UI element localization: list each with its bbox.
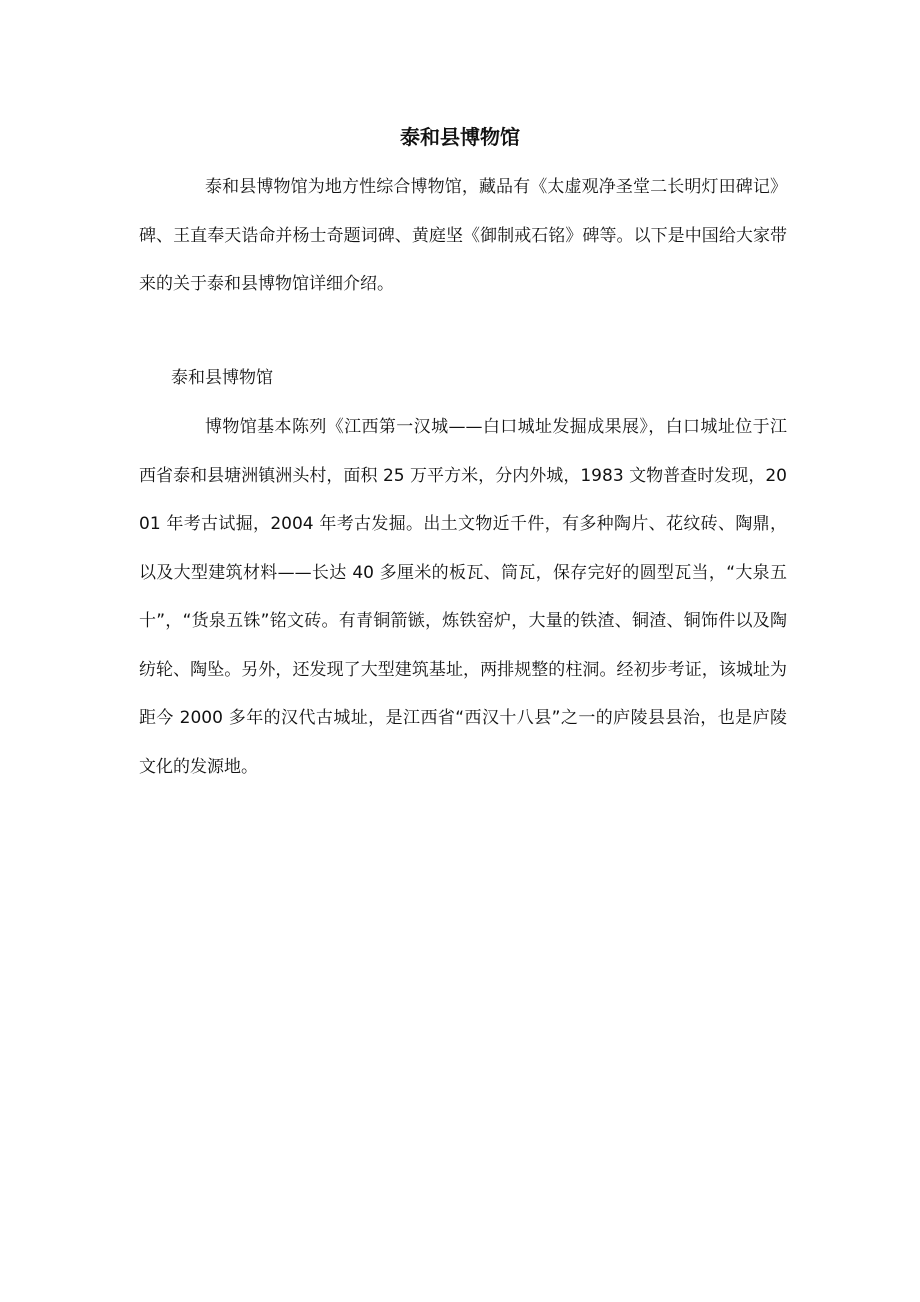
intro-paragraph: 泰和县博物馆为地方性综合博物馆，藏品有《太虚观净圣堂二长明灯田碑记》碑、王直奉天诰命并杨士奇题词碑、黄庭坚《御制戒石铭》碑等。以下是中国给大家带来的关于泰和县博物馆详细介绍。 xyxy=(139,177,787,294)
page-title: 泰和县博物馆 xyxy=(400,125,520,149)
section-heading: 泰和县博物馆 xyxy=(171,368,273,388)
body-paragraph: 博物馆基本陈列《江西第一汉城——白口城址发掘成果展》，白口城址位于江西省泰和县塘洲镇洲头村，面积 25 万平方米，分内外城，1983 文物普查时发现，2001 年考古试掘，2004 年考古发掘。出土文物近千件，有多种陶片、花纹砖、陶鼎，以及大型建筑材料——长达 40 多厘米的板瓦、筒瓦，保存完好的圆型瓦当，“大泉五十”，“货泉五铢”铭文砖。有青铜箭镞，炼铁窑炉，大量的铁渣、铜渣、铜饰件以及陶纺轮、陶坠。另外，还发现了大型建筑基址，两排规整的柱洞。经初步考证，该城址为距今 2000 多年的汉代古城址，是江西省“西汉十八县”之一的庐陵县县治，也是庐陵文化的发源地。 xyxy=(139,417,787,777)
